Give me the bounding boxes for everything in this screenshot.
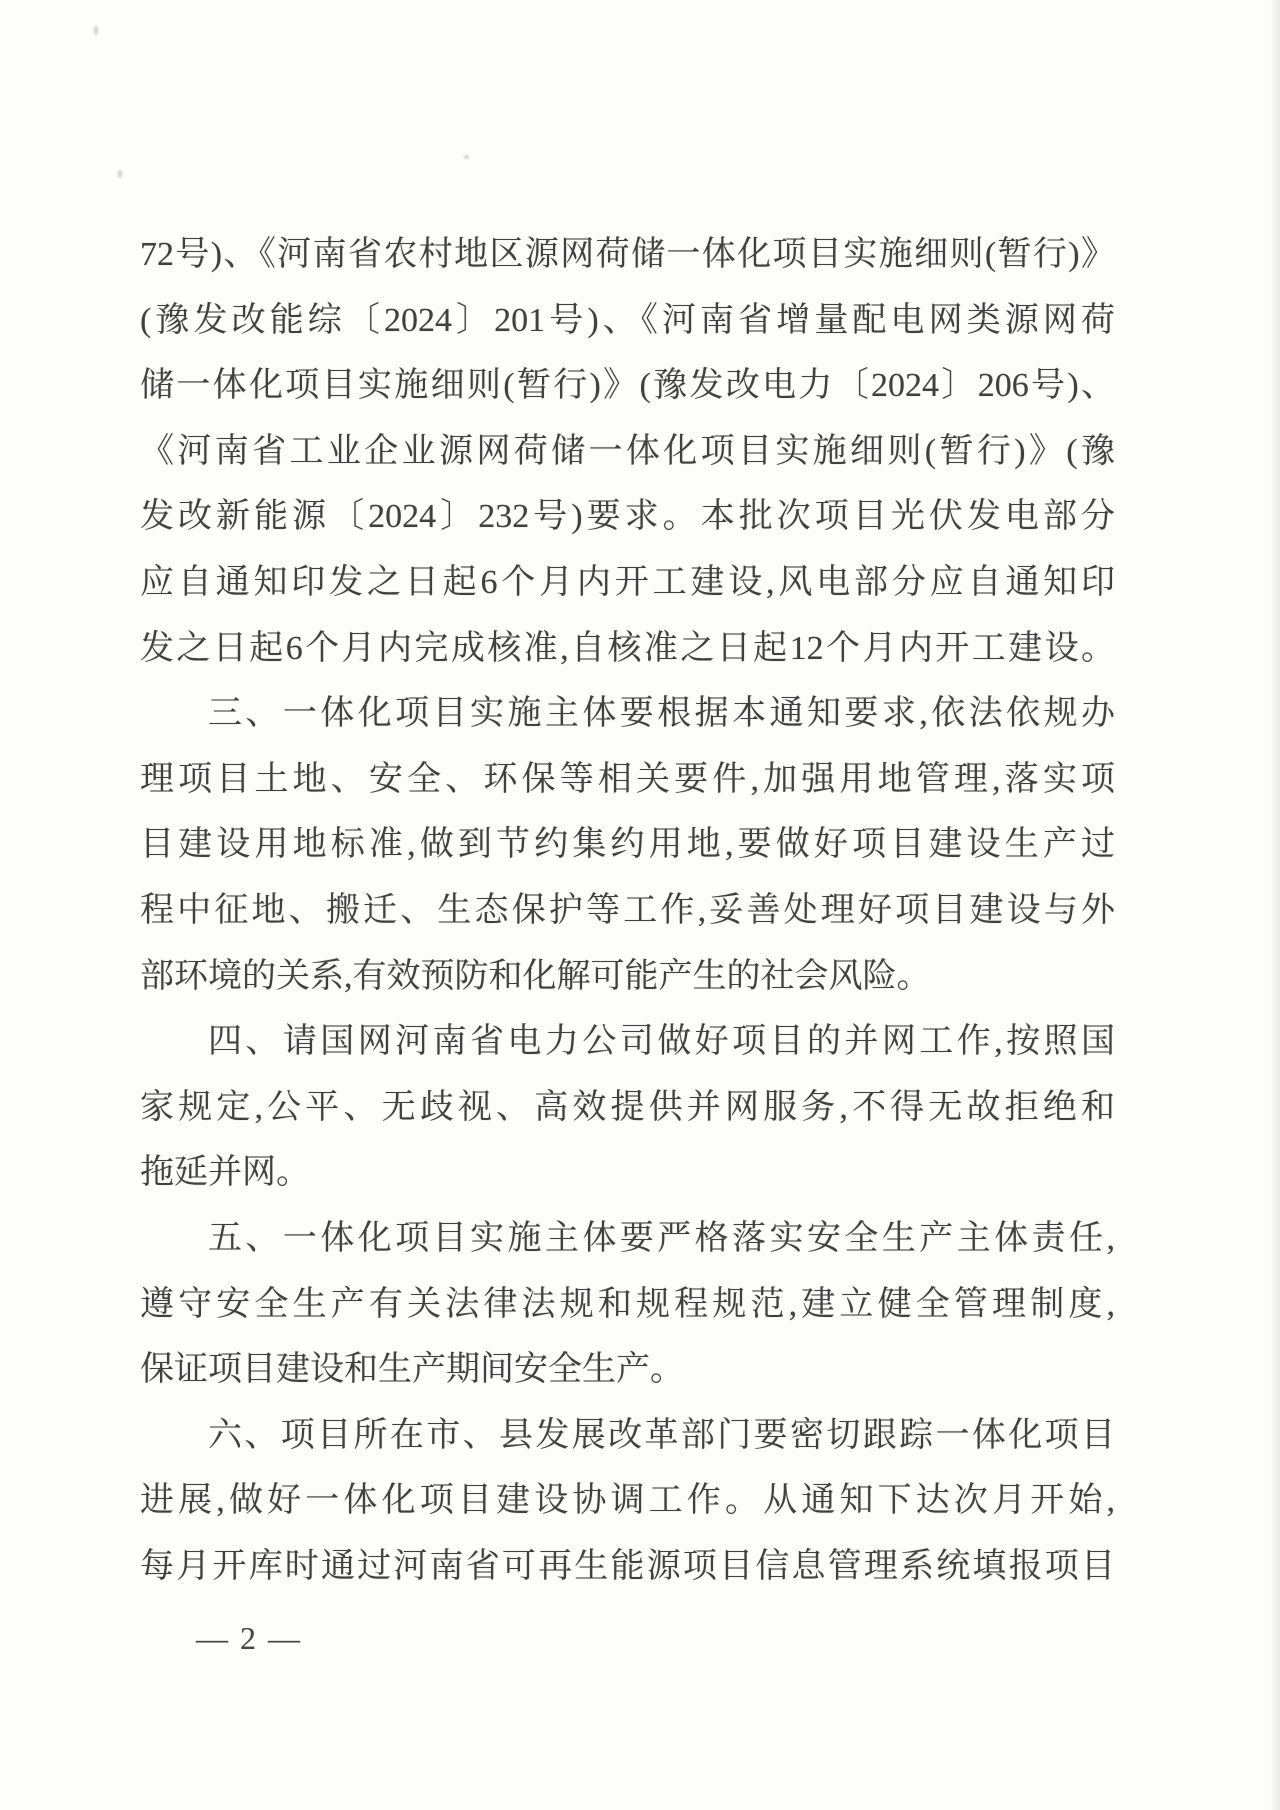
text-line: 家规定,公平、无歧视、高效提供并网服务,不得无故拒绝和 (140, 1088, 1115, 1126)
text-line: 保证项目建设和生产期间安全生产。 (140, 1351, 684, 1389)
text-line: 《河南省工业企业源网荷储一体化项目实施细则(暂行)》(豫 (140, 432, 1115, 470)
text-line: 目建设用地标准,做到节约集约用地,要做好项目建设生产过 (140, 826, 1115, 864)
scan-edge-artifact (1270, 0, 1280, 1810)
text-line: 72号)、《河南省农村地区源网荷储一体化项目实施细则(暂行)》 (140, 236, 1115, 273)
document-body (140, 222, 1115, 1599)
text-line: 储一体化项目实施细则(暂行)》(豫发改电力〔2024〕206号)、 (140, 367, 1115, 405)
text-line: 遵守安全生产有关法律法规和规程规范,建立健全管理制度, (140, 1285, 1115, 1323)
scan-speck (94, 26, 98, 35)
page-number: — 2 — (196, 1620, 302, 1656)
text-line: 拖延并网。 (140, 1154, 310, 1192)
text-line-section-4: 四、请国网河南省电力公司做好项目的并网工作,按照国 (208, 1023, 1115, 1061)
text-line: 部环境的关系,有效预防和化解可能产生的社会风险。 (140, 957, 931, 995)
text-line-section-5: 五、一体化项目实施主体要严格落实安全生产主体责任, (208, 1219, 1115, 1257)
text-line: 每月开库时通过河南省可再生能源项目信息管理系统填报项目 (140, 1547, 1115, 1585)
text-line: 发改新能源〔2024〕232号)要求。本批次项目光伏发电部分 (140, 498, 1115, 536)
text-line-section-3: 三、一体化项目实施主体要根据本通知要求,依法依规办 (208, 695, 1115, 733)
text-line: 发之日起6个月内完成核准,自核准之日起12个月内开工建设。 (140, 629, 1115, 667)
text-line: 进展,做好一体化项目建设协调工作。从通知下达次月开始, (140, 1482, 1115, 1520)
text-line: 应自通知印发之日起6个月内开工建设,风电部分应自通知印 (140, 563, 1115, 601)
text-line-section-6: 六、项目所在市、县发展改革部门要密切跟踪一体化项目 (208, 1416, 1115, 1454)
text-line: 程中征地、搬迁、生态保护等工作,妥善处理好项目建设与外 (140, 891, 1115, 929)
text-line: 理项目土地、安全、环保等相关要件,加强用地管理,落实项 (140, 760, 1115, 798)
text-line: (豫发改能综〔2024〕201号)、《河南省增量配电网类源网荷 (140, 301, 1115, 339)
scan-speck (464, 155, 469, 159)
scan-speck (118, 170, 122, 178)
